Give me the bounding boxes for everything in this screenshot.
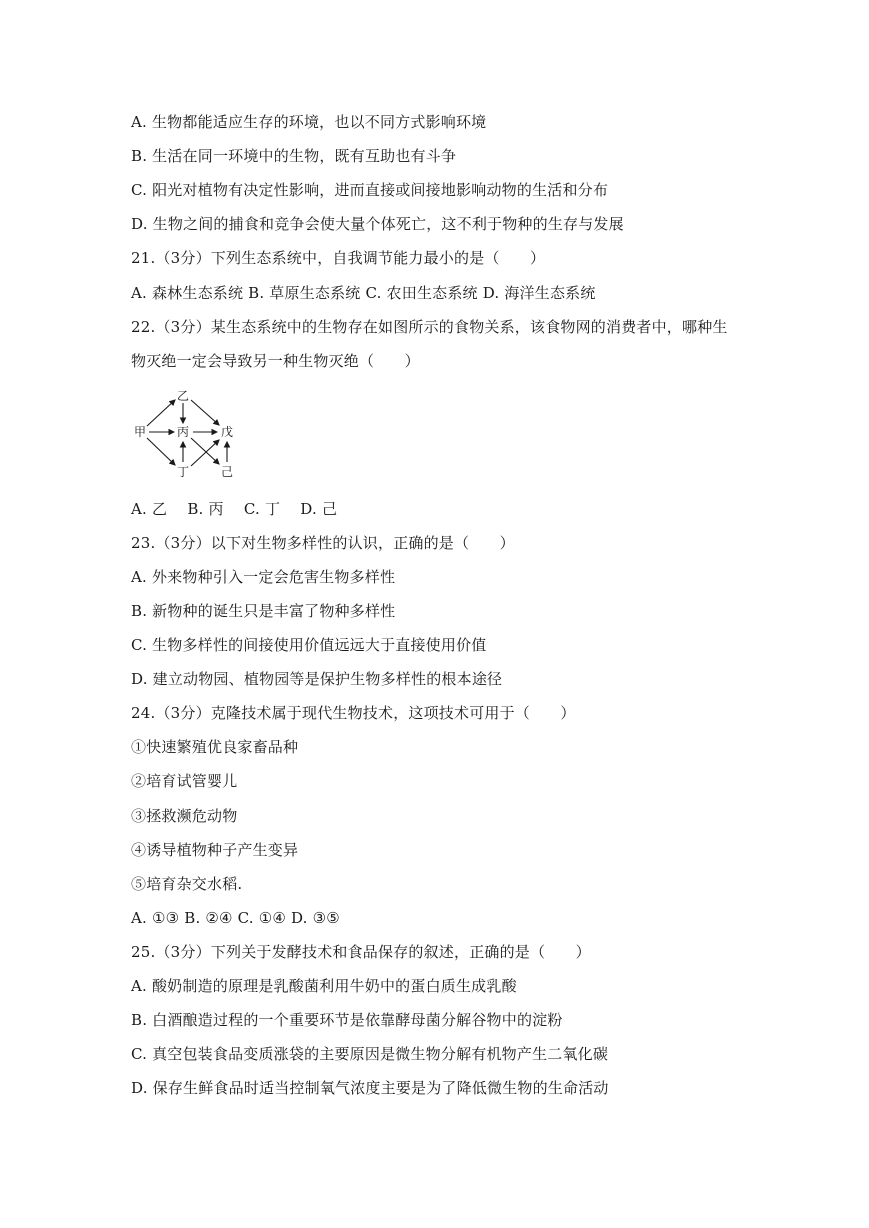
q22-stem-line1: 22.（3分）某生态系统中的生物存在如图所示的食物关系，该食物网的消费者中，哪种生: [131, 318, 728, 336]
q25-stem: 25.（3分）下列关于发酵技术和食品保存的叙述，正确的是（ ）: [131, 943, 591, 961]
q25-option-b: B. 白酒酿造过程的一个重要环节是依靠酵母菌分解谷物中的淀粉: [131, 1011, 563, 1029]
node-wu: 戊: [221, 425, 234, 439]
arrow-bing-ji: [191, 438, 219, 464]
q25-option-c: C. 真空包装食品变质涨袋的主要原因是微生物分解有机物产生二氧化碳: [131, 1045, 609, 1063]
q23-option-c: C. 生物多样性的间接使用价值远远大于直接使用价值: [131, 636, 487, 654]
q20-option-c: C. 阳光对植物有决定性影响，进而直接或间接地影响动物的生活和分布: [131, 181, 609, 199]
q25-option-a: A. 酸奶制造的原理是乳酸菌利用牛奶中的蛋白质生成乳酸: [131, 977, 517, 995]
food-web-diagram: [131, 388, 251, 483]
arrow-jia-ding: [147, 438, 175, 465]
q24-item-5: ⑤培育杂交水稻.: [131, 875, 243, 893]
q24-item-3: ③拯救濒危动物: [131, 807, 238, 825]
q24-item-2: ②培育试管婴儿: [131, 772, 238, 790]
arrow-yi-wu: [191, 400, 219, 425]
node-jia: 甲: [134, 425, 147, 439]
q21-options: A. 森林生态系统 B. 草原生态系统 C. 农田生态系统 D. 海洋生态系统: [131, 284, 596, 302]
q24-options: A. ①③ B. ②④ C. ①④ D. ③⑤: [131, 909, 340, 927]
q20-option-d: D. 生物之间的捕食和竞争会使大量个体死亡，这不利于物种的生存与发展: [131, 215, 624, 233]
q23-option-a: A. 外来物种引入一定会危害生物多样性: [131, 568, 396, 586]
node-ji: 己: [221, 465, 234, 479]
q24-stem: 24.（3分）克隆技术属于现代生物技术，这项技术可用于（ ）: [131, 704, 576, 722]
q24-item-1: ①快速繁殖优良家畜品种: [131, 738, 299, 756]
q20-option-b: B. 生活在同一环境中的生物，既有互助也有斗争: [131, 147, 457, 165]
q21-stem: 21.（3分）下列生态系统中，自我调节能力最小的是（ ）: [131, 249, 546, 267]
arrow-jia-yi: [147, 400, 175, 426]
q20-option-a: A. 生物都能适应生存的环境，也以不同方式影响环境: [131, 113, 487, 131]
q23-stem: 23.（3分）以下对生物多样性的认识，正确的是（ ）: [131, 534, 515, 552]
node-ding: 丁: [177, 465, 190, 479]
q23-option-b: B. 新物种的诞生只是丰富了物种多样性: [131, 602, 396, 620]
arrow-ding-wu: [191, 440, 219, 466]
node-yi: 乙: [177, 389, 190, 403]
q22-stem-line2: 物灭绝一定会导致另一种生物灭绝（ ）: [131, 352, 420, 370]
q22-options: A. 乙 B. 丙 C. 丁 D. 己: [131, 500, 338, 518]
node-bing: 丙: [177, 425, 190, 439]
q25-option-d: D. 保存生鲜食品时适当控制氧气浓度主要是为了降低微生物的生命活动: [131, 1079, 609, 1097]
q23-option-d: D. 建立动物园、植物园等是保护生物多样性的根本途径: [131, 670, 503, 688]
q24-item-4: ④诱导植物种子产生变异: [131, 841, 299, 859]
